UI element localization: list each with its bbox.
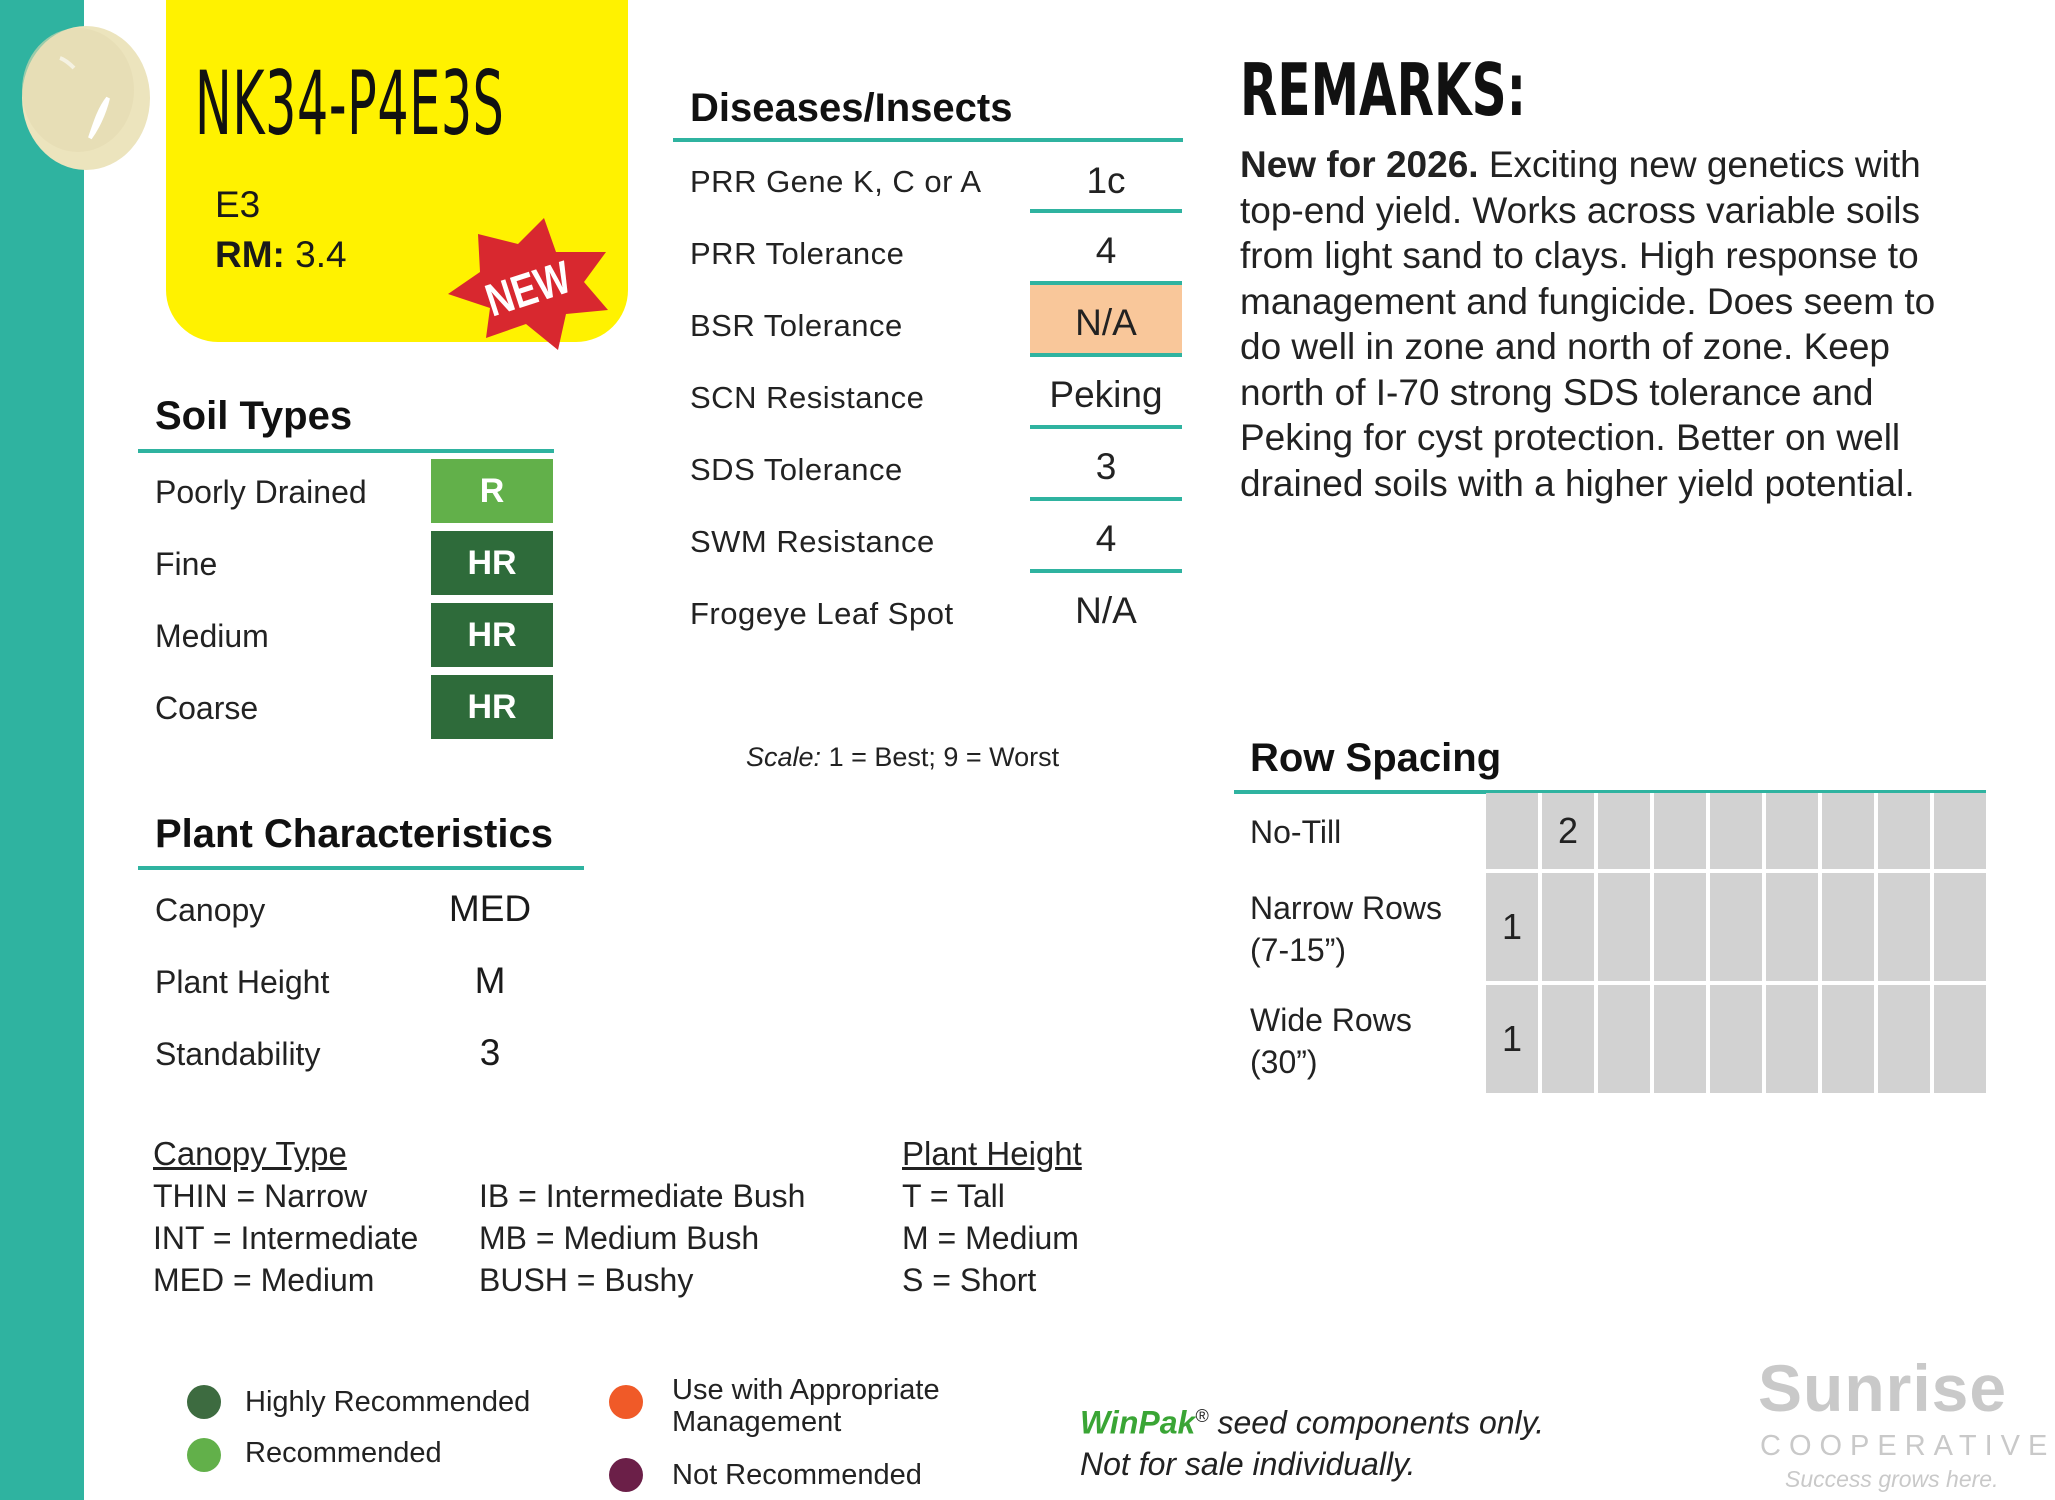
plant-height-item: M = Medium — [902, 1220, 1079, 1256]
row-spacing-cell — [1710, 793, 1766, 873]
sunrise-logo-tagline: Success grows here. — [1785, 1466, 1999, 1492]
sunrise-logo-name: Sunrise — [1758, 1351, 2008, 1425]
scale-note — [746, 742, 1059, 773]
soil-row-label: Fine — [155, 546, 218, 582]
row-spacing-label: Wide Rows — [1250, 1002, 1412, 1038]
soil-rating-cell: HR — [431, 603, 553, 667]
disease-value: Peking — [1049, 374, 1163, 415]
plant-row-label: Canopy — [155, 892, 266, 928]
row-spacing-cell — [1654, 985, 1710, 1097]
winpak-brand: WinPak — [1080, 1404, 1196, 1441]
relative-maturity — [215, 234, 347, 276]
disease-rule — [1030, 209, 1182, 213]
product-name: NK34-P4E3S — [195, 52, 505, 155]
row-spacing-cell: 1 — [1486, 985, 1542, 1097]
soil-rating-cell: HR — [431, 531, 553, 595]
diseases-title: Diseases/Insects — [690, 86, 1013, 130]
row-spacing-cell — [1822, 793, 1878, 873]
row-spacing-cell — [1598, 985, 1654, 1097]
disease-value: N/A — [1075, 590, 1137, 631]
row-spacing-cell — [1710, 873, 1766, 985]
plant-row-label: Standability — [155, 1036, 321, 1072]
new-badge-icon — [438, 212, 618, 352]
disease-label: SWM Resistance — [690, 524, 935, 559]
disease-label: PRR Tolerance — [690, 236, 905, 271]
soil-types-rule — [138, 449, 554, 453]
disease-label: SDS Tolerance — [690, 452, 903, 487]
disease-value: 1c — [1086, 160, 1126, 201]
remarks-body — [1240, 142, 1970, 506]
key-label: Use with Appropriate Management — [672, 1374, 940, 1438]
row-spacing-cell — [1822, 985, 1878, 1097]
recommended-dot-icon — [187, 1438, 221, 1472]
canopy-type-item: MB = Medium Bush — [479, 1220, 760, 1256]
plant-characteristics-title: Plant Characteristics — [155, 812, 553, 856]
row-spacing-label: Narrow Rows — [1250, 890, 1443, 926]
key-label: Recommended — [245, 1437, 442, 1469]
registered-mark: ® — [1195, 1406, 1209, 1426]
remarks-lead: New for 2026. — [1240, 144, 1479, 185]
disease-rule — [1030, 425, 1182, 429]
plant-row-value: MED — [448, 888, 532, 929]
canopy-type-item: MED = Medium — [153, 1262, 375, 1298]
row-spacing-cell — [1766, 873, 1822, 985]
disease-rule — [1030, 353, 1182, 357]
scale-label: Scale: — [746, 742, 822, 772]
rm-value: 3.4 — [295, 234, 347, 275]
row-spacing-cell — [1654, 793, 1710, 873]
row-spacing-cell — [1542, 985, 1598, 1097]
soil-row-label: Coarse — [155, 690, 259, 726]
row-spacing-cell — [1598, 793, 1654, 873]
disease-value: N/A — [1075, 302, 1137, 343]
row-spacing-cell — [1766, 793, 1822, 873]
soil-rating-cell: R — [431, 459, 553, 523]
disease-value: 3 — [1095, 446, 1117, 487]
disease-label: PRR Gene K, C or A — [690, 164, 982, 199]
row-spacing-cell — [1542, 873, 1598, 985]
canopy-type-item: IB = Intermediate Bush — [479, 1178, 806, 1214]
row-spacing-cell — [1934, 985, 1990, 1097]
scale-text: 1 = Best; 9 = Worst — [828, 742, 1060, 772]
row-spacing-cell — [1486, 793, 1542, 873]
row-spacing-sublabel: (30”) — [1250, 1044, 1318, 1080]
row-spacing-cell — [1934, 873, 1990, 985]
soybean-icon — [16, 20, 156, 175]
plant-height-item: T = Tall — [902, 1178, 1005, 1214]
row-spacing-title: Row Spacing — [1250, 736, 1502, 780]
remarks-text: Exciting new genetics with top-end yield. Works across variable soils from light sand to clays. High response to management and fungicide. Does seem to do well in zone and north of zone. Keep north of I-70 strong SDS tolerance and Peking for cyst protection. Better on well drained soils with a higher yield potential. — [1240, 144, 1936, 504]
soil-rating-cell: HR — [431, 675, 553, 739]
row-spacing-cell — [1598, 873, 1654, 985]
row-spacing-cell: 1 — [1486, 873, 1542, 985]
soil-types-title: Soil Types — [155, 394, 353, 438]
disease-label: BSR Tolerance — [690, 308, 903, 343]
plant-height-title: Plant Height — [902, 1135, 1082, 1172]
winpak-line1: seed components only. — [1208, 1404, 1545, 1441]
row-spacing-cell — [1934, 793, 1990, 873]
row-spacing-cell — [1822, 873, 1878, 985]
plant-height-item: S = Short — [902, 1262, 1037, 1298]
not-recommended-dot-icon — [609, 1458, 643, 1492]
soil-row-label: Medium — [155, 618, 269, 654]
disease-rule — [1030, 497, 1182, 501]
row-spacing-cell — [1878, 985, 1934, 1097]
new-badge-text: NEW — [479, 250, 577, 327]
rm-label: RM: — [215, 234, 285, 275]
remarks-title: REMARKS: — [1240, 48, 1527, 132]
plant-row-value: M — [474, 960, 506, 1001]
disease-value: 4 — [1095, 230, 1117, 271]
row-spacing-cell — [1766, 985, 1822, 1097]
canopy-type-item: THIN = Narrow — [153, 1178, 368, 1214]
disease-label: SCN Resistance — [690, 380, 925, 415]
disease-label: Frogeye Leaf Spot — [690, 596, 954, 631]
row-spacing-cell — [1878, 873, 1934, 985]
disease-value: 4 — [1095, 518, 1117, 559]
row-spacing-cell — [1878, 793, 1934, 873]
row-spacing-sublabel: (7-15”) — [1250, 932, 1347, 968]
canopy-type-item: INT = Intermediate — [153, 1220, 419, 1256]
canopy-type-title: Canopy Type — [153, 1135, 347, 1172]
soil-row-label: Poorly Drained — [155, 474, 367, 510]
key-label: Not Recommended — [672, 1459, 922, 1491]
row-spacing-cell: 2 — [1542, 793, 1598, 873]
winpak-line2: Not for sale individually. — [1080, 1445, 1416, 1482]
plant-row-label: Plant Height — [155, 964, 330, 1000]
side-accent-bar — [0, 0, 84, 1500]
row-spacing-label: No-Till — [1250, 814, 1342, 850]
highly-recommended-dot-icon — [187, 1385, 221, 1419]
sunrise-logo-sub: COOPERATIVE — [1760, 1430, 2055, 1462]
plant-characteristics-rule — [138, 866, 584, 870]
row-spacing-cell — [1710, 985, 1766, 1097]
canopy-type-item: BUSH = Bushy — [479, 1262, 694, 1298]
plant-row-value: 3 — [479, 1032, 501, 1073]
disease-rule — [1030, 569, 1182, 573]
key-label: Highly Recommended — [245, 1386, 531, 1418]
trait-label: E3 — [215, 184, 261, 225]
diseases-rule — [673, 138, 1183, 142]
appropriate-management-dot-icon — [609, 1385, 643, 1419]
row-spacing-cell — [1654, 873, 1710, 985]
winpak-note — [1080, 1396, 1544, 1485]
